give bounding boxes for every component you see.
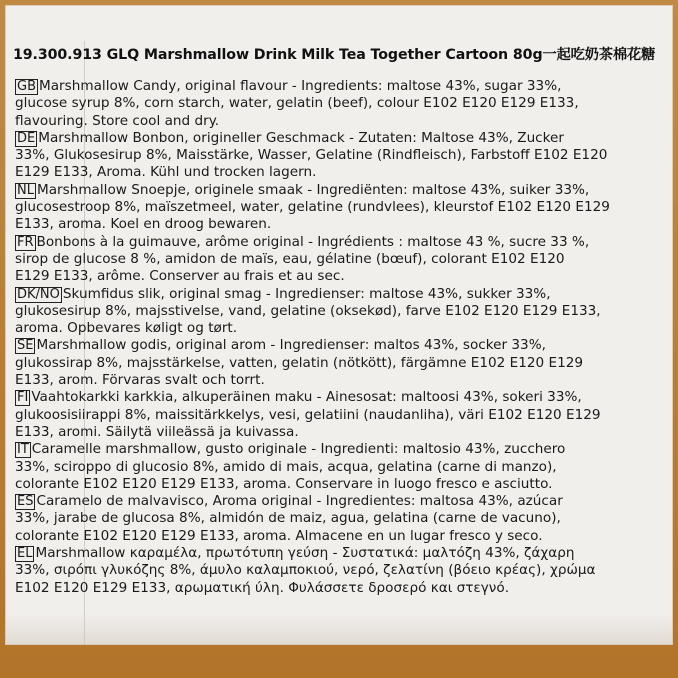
section-text: E133, aromi. Säilytä viileässä ja kuivassa. (15, 423, 299, 440)
section-text: glucose syrup 8%, corn starch, water, gelatin (beef), colour E102 E120 E129 E133, (15, 95, 579, 112)
section-text-line (15, 459, 665, 476)
language-sections (15, 78, 665, 597)
section-text: Skumfidus slik, original smag - Ingredienser: maltose 43%, sukker 33%, (62, 285, 551, 302)
section-text-line (15, 476, 665, 493)
section-text: Bonbons à la guimauve, arôme original - Ingrédients : maltose 43 %, sucre 33 %, (36, 233, 590, 250)
language-section-de (15, 130, 665, 182)
section-text-line (15, 528, 665, 545)
section-text: Caramelo de malvavisco, Aroma original - Ingredientes: maltosa 43%, azúcar (36, 493, 563, 510)
section-text: glukosesirup 8%, majsstivelse, vand, gelatine (oksekød), farve E102 E120 E129 E133, (15, 302, 601, 319)
section-text-line (15, 424, 665, 441)
section-text-line (15, 493, 665, 510)
section-text-line (15, 234, 665, 251)
section-text-line (15, 147, 665, 164)
section-text: sirop de glucose 8 %, amidon de maïs, eau, gélatine (bœuf), colorant E102 E120 (15, 250, 565, 267)
section-text: 33%, Glukosesirup 8%, Maisstärke, Wasser, Gelatine (Rindfleisch), Farbstoff E102 E120 (15, 147, 608, 164)
language-code-box: EL (17, 546, 33, 562)
section-text: Marshmallow Bonbon, origineller Geschmack - Zutaten: Maltose 43%, Zucker (38, 129, 564, 146)
section-text-line (15, 164, 665, 181)
section-text-line (15, 113, 665, 130)
section-text-line (15, 372, 665, 389)
section-text: aroma. Opbevares køligt og tørt. (15, 320, 238, 337)
section-text: colorante E102 E120 E129 E133, aroma. Almacene en un lugar fresco y seco. (15, 527, 543, 544)
section-text: flavouring. Store cool and dry. (15, 112, 220, 129)
language-code-box: GB (17, 79, 36, 94)
language-section-dk-no (15, 286, 665, 338)
section-text-line (15, 441, 665, 458)
section-text: Marshmallow Snoepje, originele smaak - Ingrediënten: maltose 43%, suiker 33%, (36, 181, 590, 198)
section-text: E129 E133, arôme. Conserver au frais et au sec. (15, 268, 345, 285)
section-text-line (15, 78, 665, 95)
section-text: E133, aroma. Koel en droog bewaren. (15, 216, 272, 233)
language-section-es (15, 493, 665, 545)
section-text-line (15, 355, 665, 372)
section-text-line (15, 545, 665, 562)
section-text-line (15, 320, 665, 337)
section-text-line (15, 580, 665, 597)
section-text: glukoosisiirappi 8%, maissitärkkelys, vesi, gelatiini (naudanliha), väri E102 E120 E129 (15, 406, 601, 423)
section-text-line (15, 130, 665, 147)
section-text: E102 E120 E129 E133, αρωματική ύλη. Φυλάσσετε δροσερό και στεγνό. (15, 579, 510, 596)
language-section-gb (15, 78, 665, 130)
language-section-el (15, 545, 665, 597)
section-text: Marshmallow godis, original arom - Ingredienser: maltos 43%, socker 33%, (36, 337, 546, 354)
language-section-it (15, 441, 665, 493)
section-text-line (15, 337, 665, 354)
language-section-nl (15, 182, 665, 234)
section-text-line (15, 199, 665, 216)
language-code-box: DK/NO (17, 286, 60, 302)
language-code-box: DE (17, 130, 36, 146)
language-section-se (15, 337, 665, 389)
section-text: E133, arom. Förvaras svalt och torrt. (15, 372, 265, 389)
section-text: Marshmallow καραμέλα, πρωτότυπη γεύση - Συστατικά: μαλτόζη 43%, ζάχαρη (35, 545, 575, 562)
section-text-line (15, 268, 665, 285)
section-text: glukossirap 8%, majsstärkelse, vatten, gelatin (nötkött), färgämne E102 E120 E129 (15, 354, 584, 371)
section-text-line (15, 510, 665, 527)
product-title: 19.300.913 GLQ Marshmallow Drink Milk Tea Together Cartoon 80g一起吃奶茶棉花糖 (13, 47, 656, 63)
section-text-line (15, 286, 665, 303)
language-code-box: SE (17, 338, 34, 354)
section-text: E129 E133, Aroma. Kühl und trocken lagern. (15, 164, 317, 181)
language-code-box: FI (17, 390, 29, 406)
section-text: Vaahtokarkki karkkia, alkuperäinen maku - Ainesosat: maltoosi 43%, sokeri 33%, (31, 389, 582, 406)
section-text: 33%, σιρόπι γλυκόζης 8%, άμυλο καλαμποκιού, νερό, ζελατίνη (βόειο κρέας), χρώμα (15, 562, 596, 579)
section-text: Caramelle marshmallow, gusto originale - Ingredienti: maltosio 43%, zucchero (31, 441, 566, 458)
section-text-line (15, 182, 665, 199)
section-text-line (15, 407, 665, 424)
language-code-box: IT (17, 442, 29, 458)
section-text-line (15, 303, 665, 320)
section-text-line (15, 562, 665, 579)
section-text: 33%, jarabe de glucosa 8%, almidón de maiz, agua, gelatina (carne de vacuno), (15, 510, 561, 527)
section-text: colorante E102 E120 E129 E133, aroma. Conservare in luogo fresco e asciutto. (15, 475, 553, 492)
section-text-line (15, 389, 665, 406)
section-text: Marshmallow Candy, original flavour - Ingredients: maltose 43%, sugar 33%, (39, 78, 562, 94)
section-text-line (15, 251, 665, 268)
language-code-box: FR (17, 234, 34, 250)
section-text: glucosestroop 8%, maïszetmeel, water, gelatine (rundvlees), kleurstof E102 E120 E129 (15, 199, 610, 216)
section-text-line (15, 95, 665, 112)
section-text: 33%, sciroppo di glucosio 8%, amido di mais, acqua, gelatina (carne di manzo), (15, 458, 557, 475)
language-section-fi (15, 389, 665, 441)
language-code-box: NL (17, 182, 34, 198)
section-text-line (15, 216, 665, 233)
language-code-box: ES (17, 494, 34, 510)
language-section-fr (15, 234, 665, 286)
